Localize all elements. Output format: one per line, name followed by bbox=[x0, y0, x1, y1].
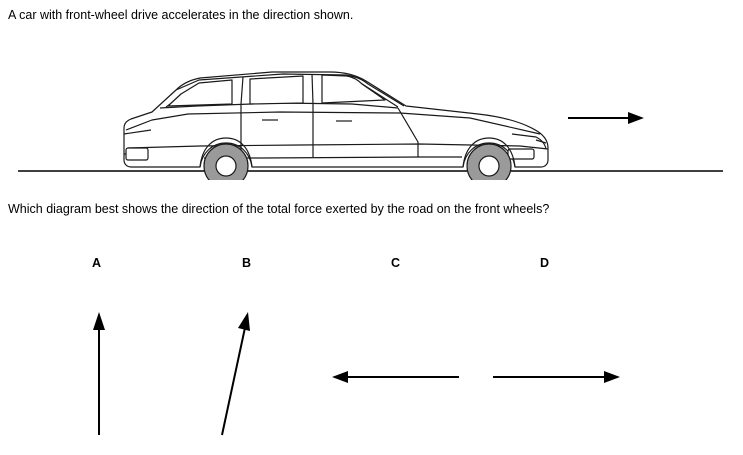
option-label-b: B bbox=[242, 256, 252, 270]
option-label-a: A bbox=[92, 256, 102, 270]
stem-text: A car with front-wheel drive accelerates in the direction shown. bbox=[8, 8, 354, 22]
car-on-road-diagram bbox=[0, 30, 743, 180]
option-labels bbox=[0, 256, 743, 276]
car-illustration bbox=[124, 72, 548, 180]
option-arrows bbox=[0, 280, 743, 455]
front-wheel bbox=[467, 144, 511, 180]
option-label-c: C bbox=[391, 256, 401, 270]
option-d-arrow bbox=[493, 371, 620, 383]
option-label-d: D bbox=[540, 256, 550, 270]
option-c-arrow bbox=[332, 371, 459, 383]
option-b-arrow bbox=[222, 312, 250, 435]
question-text: Which diagram best shows the direction of the total force exerted by the road on the front wheels? bbox=[8, 202, 550, 216]
option-a-arrow bbox=[93, 312, 105, 435]
acceleration-arrow bbox=[568, 112, 644, 124]
